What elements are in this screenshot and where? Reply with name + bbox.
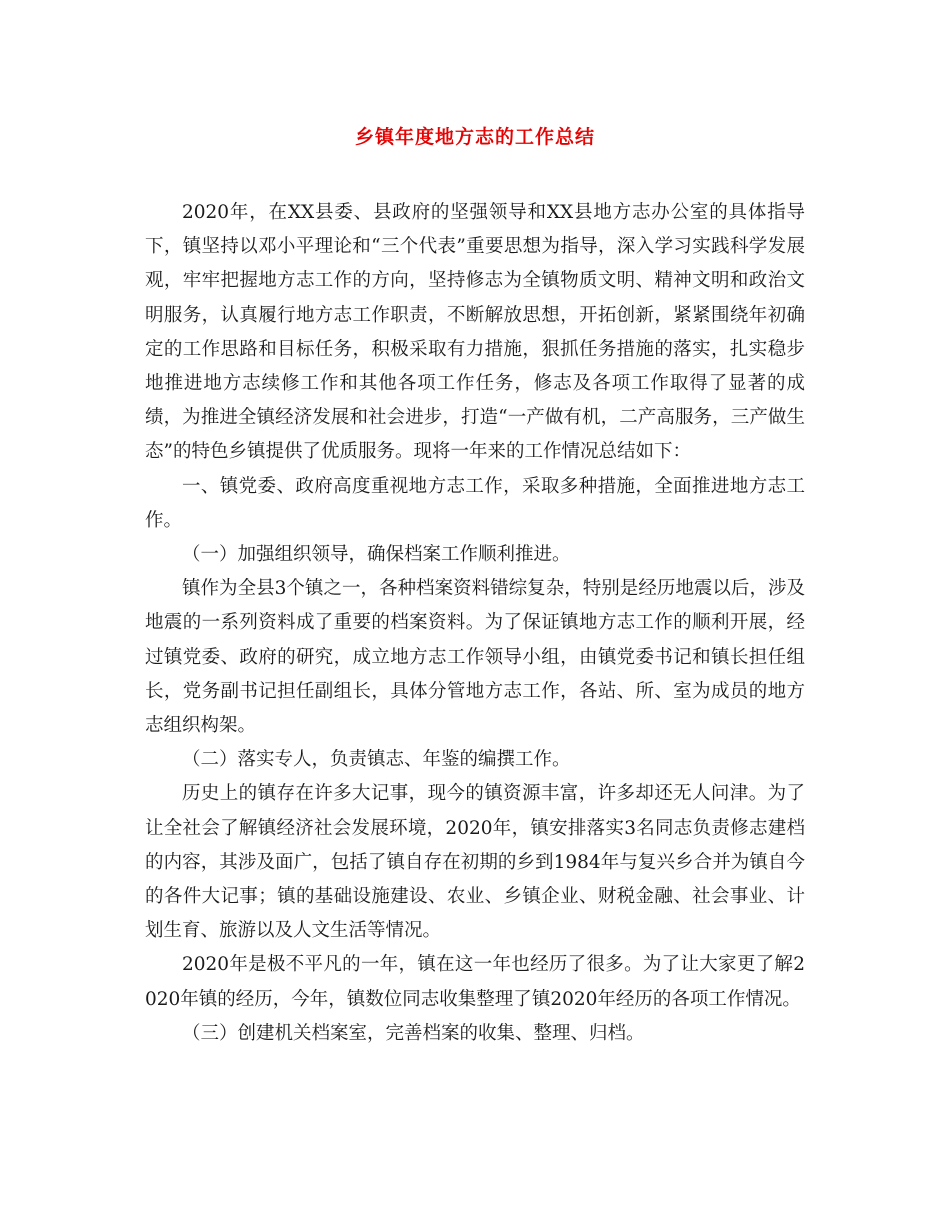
section-heading-1: 一、镇党委、政府高度重视地方志工作，采取多种措施，全面推进地方志工作。	[145, 475, 805, 531]
paragraph-staffing: 历史上的镇存在许多大记事，现今的镇资源丰富，许多却还无人问津。为了让全社会了解镇经济社会发展环境，2020年，镇安排落实3名同志负责修志建档的内容，其涉及面广，包括了镇自存在初期的乡到1984年与复兴乡合并为镇自今的各件大记事；镇的基础设施建设、农业、乡镇企业、财税金融、社会事业、计划生育、旅游以及人文生活等情况。	[145, 783, 805, 942]
document-body	[145, 196, 805, 1051]
paragraph-2020: 2020年是极不平凡的一年，镇在这一年也经历了很多。为了让大家更了解2020年镇的经历，今年，镇数位同志收集整理了镇2020年经历的各项工作情况。	[145, 954, 805, 1010]
paragraph-organization: 镇作为全县3个镇之一，各种档案资料错综复杂，特别是经历地震以后，涉及地震的一系列资料成了重要的档案资料。为了保证镇地方志工作的顺利开展，经过镇党委、政府的研究，成立地方志工作领导小组，由镇党委书记和镇长担任组长，党务副书记担任副组长，具体分管地方志工作，各站、所、室为成员的地方志组织构架。	[145, 578, 805, 737]
paragraph-intro: 2020年，在XX县委、县政府的坚强领导和XX县地方志办公室的具体指导下，镇坚持以邓小平理论和“三个代表”重要思想为指导，深入学习实践科学发展观，牢牢把握地方志工作的方向，坚持修志为全镇物质文明、精神文明和政治文明服务，认真履行地方志工作职责，不断解放思想，开拓创新，紧紧围绕年初确定的工作思路和目标任务，积极采取有力措施，狠抓任务措施的落实，扎实稳步地推进地方志续修工作和其他各项工作任务，修志及各项工作取得了显著的成绩，为推进全镇经济发展和社会进步，打造“一产做有机，二产高服务，三产做生态”的特色乡镇提供了优质服务。现将一年来的工作情况总结如下：	[145, 202, 805, 463]
document-page	[145, 118, 805, 1051]
subsection-heading-3: （三）创建机关档案室，完善档案的收集、整理、归档。	[182, 1022, 645, 1044]
subsection-heading-2: （二）落实专人，负责镇志、年鉴的编撰工作。	[182, 749, 571, 771]
document-title: 乡镇年度地方志的工作总结	[354, 126, 595, 148]
subsection-heading-1: （一）加强组织领导，确保档案工作顺利推进。	[182, 544, 571, 566]
